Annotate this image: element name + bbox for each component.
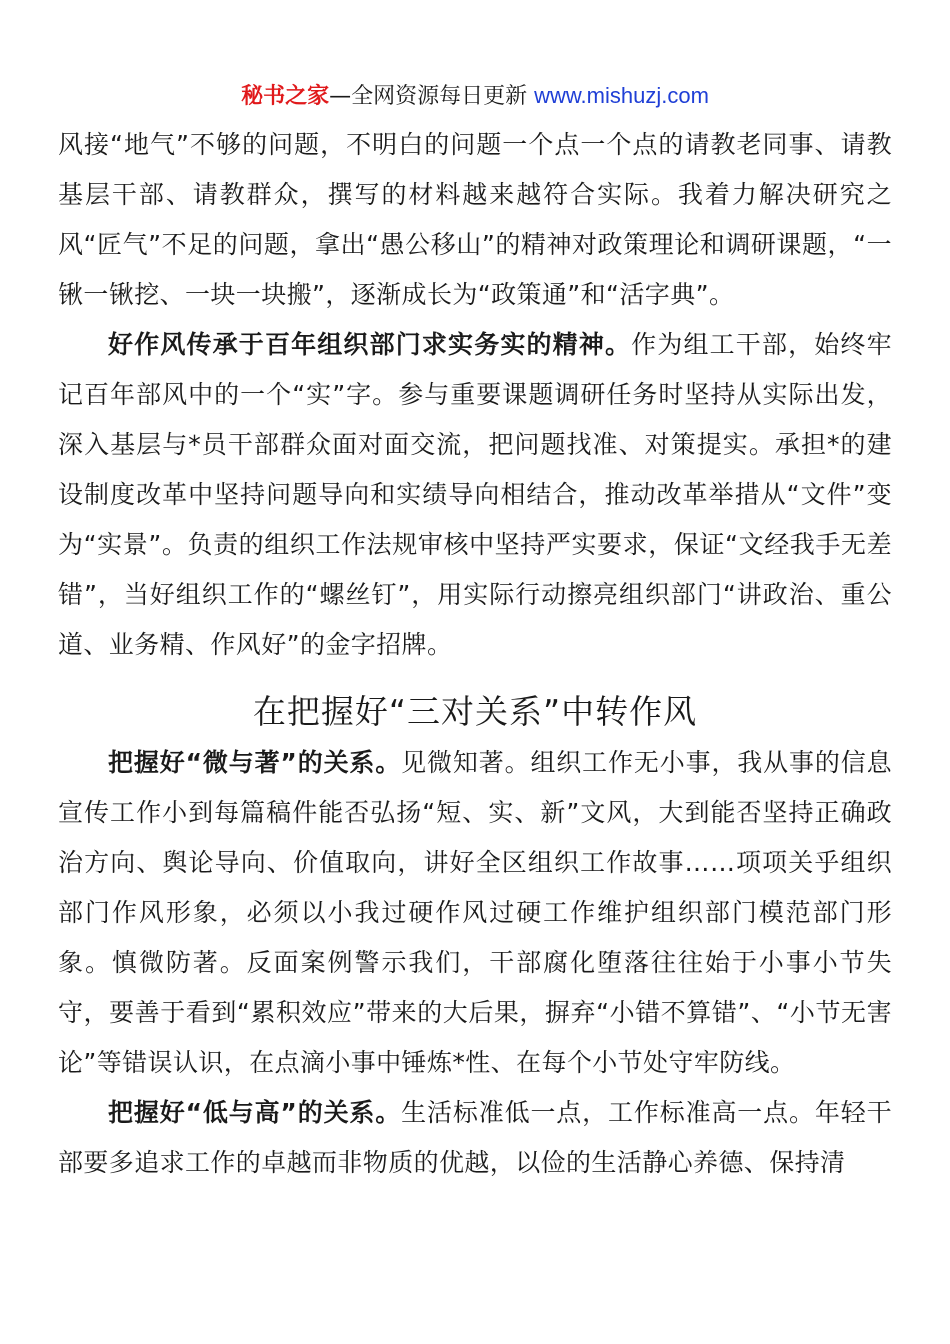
paragraph-lead: 把握好“微与著”的关系。 <box>108 748 402 777</box>
document-body <box>58 120 892 1188</box>
continuation-paragraph: 风接“地气”不够的问题，不明白的问题一个点一个点的请教老同事、请教基层干部、请教群众，撰写的材料越来越符合实际。我着力解决研究之风“匠气”不足的问题，拿出“愚公移山”的精神对政策理论和调研课题，“一锹一锹挖、一块一块搬”，逐渐成长为“政策通”和“活字典”。 <box>58 130 892 309</box>
paragraph-low-and-high <box>58 1088 892 1188</box>
paragraph-text: 生活标准低一点，工作标准高一点。年轻干部要多追求工作的卓越而非物质的优越，以俭的生活静心养德、保持清 <box>58 1098 892 1177</box>
paragraph-small-and-large <box>58 738 892 1088</box>
header-tagline: —全网资源每日更新 <box>329 84 535 109</box>
site-url: www.mishuzj.com <box>534 83 709 108</box>
site-brand: 秘书之家 <box>241 84 330 109</box>
paragraph-lead: 把握好“低与高”的关系。 <box>108 1098 402 1127</box>
paragraph-text: 见微知著。组织工作无小事，我从事的信息宣传工作小到每篇稿件能否弘扬“短、实、新”文风，大到能否坚持正确政治方向、舆论导向、价值取向，讲好全区组织工作故事……项项关乎组织部门作风形象，必须以小我过硬作风过硬工作维护组织部门模范部门形象。慎微防著。反面案例警示我们，干部腐化堕落往往始于小事小节失守，要善于看到“累积效应”带来的大后果，摒弃“小错不算错”、“小节无害论”等错误认识，在点滴小事中锤炼*性、在每个小节处守牢防线。 <box>58 748 892 1077</box>
page-header <box>0 80 950 113</box>
paragraph-text: 作为组工干部，始终牢记百年部风中的一个“实”字。参与重要课题调研任务时坚持从实际出发，深入基层与*员干部群众面对面交流，把问题找准、对策提实。承担*的建设制度改革中坚持问题导向和实绩导向相结合，推动改革举措从“文件”变为“实景”。负责的组织工作法规审核中坚持严实要求，保证“文经我手无差错”，当好组织工作的“螺丝钉”，用实际行动擦亮组织部门“讲政治、重公道、业务精、作风好”的金字招牌。 <box>58 330 892 659</box>
section-title: 在把握好“三对关系”中转作风 <box>252 692 698 731</box>
paragraph-lead: 好作风传承于百年组织部门求实务实的精神。 <box>108 330 632 359</box>
paragraph-practical-spirit <box>58 320 892 670</box>
